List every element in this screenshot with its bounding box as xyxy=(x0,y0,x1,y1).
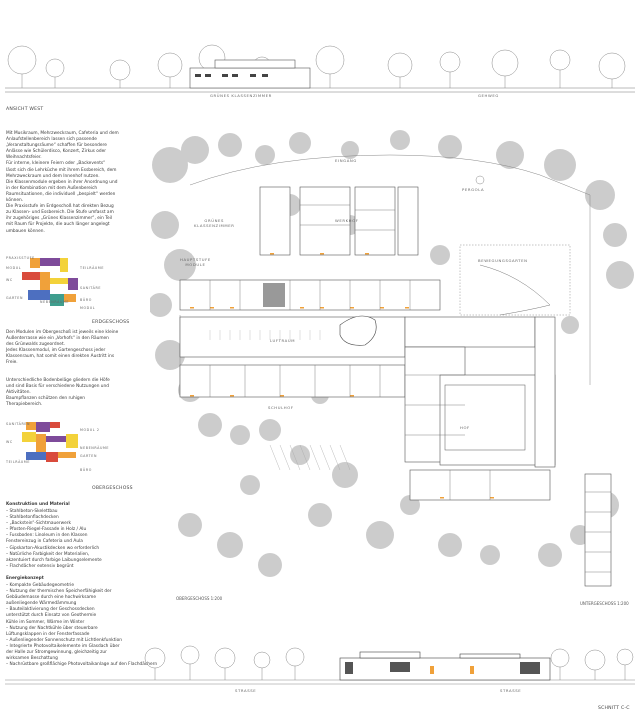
description-para-3: Unterschiedliche Bodenbeläge gliedern die Höfe und sind Basis für verschiedene Nutzungen und Aktivitäten. Baumpflanzen schützen den ruhigen Therapiebereich. xyxy=(6,378,110,408)
diagram1-label-f: GARTEN xyxy=(6,296,24,300)
plan-label-bewegung: BEWEGUNGSGARTEN xyxy=(478,258,528,263)
diagram2-label-b: MODUL 2 xyxy=(80,428,100,432)
diagram1-block xyxy=(28,290,50,300)
diagram1-label-e: SANITÄRE xyxy=(80,286,102,290)
bottom-section-drawing xyxy=(0,630,640,700)
top-elevation-drawing xyxy=(0,30,640,110)
diagram2-caption: OBERGESCHOSS xyxy=(92,486,133,491)
diagram1-label-i: MODUL xyxy=(80,306,96,310)
plan-scale-left: OBERGESCHOSS 1:200 xyxy=(176,596,223,601)
plan-scale-right: UNTERGESCHOSS 1:200 xyxy=(580,601,629,606)
diagram1-block xyxy=(40,258,60,266)
plan-label-gruenes: GRÜNES KLASSENZIMMER xyxy=(194,218,235,228)
diagram2-label-d: NEBENRÄUME xyxy=(80,446,110,450)
top-elevation-view-label: ANSICHT WEST xyxy=(6,107,44,112)
diagram1-block xyxy=(40,272,50,290)
diagram1-label-b: MODUL xyxy=(6,266,22,270)
site-plan-drawing xyxy=(150,125,640,605)
diagram2-label-e: GARTEN xyxy=(80,454,98,458)
energy-title: Energiekonzept xyxy=(6,576,44,581)
diagram1-caption: ERDGESCHOSS xyxy=(92,320,130,325)
plan-label-pergola: PERGOLA xyxy=(462,187,485,192)
basement-plan-drawing xyxy=(583,472,613,590)
bottom-label-left: STRASSE xyxy=(235,688,257,693)
construction-list: – Stahlbeton-Skelettbau – Stahlbetonflachdecken – „Backstein“-Sichtmauerwerk – Pfosten-Riegel-Fassade in Holz / Alu – Fussboden: Linoleum in den Klassen Fenstereinzug in Cafeteria und Aula – Gipskarton-Akustikdecken wo erforderlich – Natürliche Farbigkeit der Materialien, akzentuiert durch farbige Laibungselemente – Flachdächer extensiv begrünt xyxy=(6,509,102,569)
bottom-view-label: SCHNITT C-C xyxy=(598,706,630,711)
diagram1-block xyxy=(50,278,68,284)
diagram1-block xyxy=(60,258,68,272)
top-elevation-label-left: GRÜNES KLASSENZIMMER xyxy=(210,93,272,98)
plan-label-halle: LUFTRAUM xyxy=(270,338,296,343)
diagram2-label-f: TEILRÄUME xyxy=(6,460,31,464)
plan-label-hauptstufe: HAUPTSTUFE MODULE xyxy=(180,257,211,267)
diagram1-label-d: WC xyxy=(6,278,13,282)
description-para-2: Den Modulen im Obergeschoß ist jeweils eine kleine Außenterrasse wie ein „Vorhofs“ in den Räumen des Grünwalds zugeordnet. Jedes Klassenmodul, im Gartengeschoss jeder Klassenraum, hat somit einen direkten Austritt ins Freie. xyxy=(6,330,119,366)
plan-label-werkhof: WERKHOF xyxy=(335,218,359,223)
plan-label-entrance: EINGANG xyxy=(335,158,357,163)
diagram1-label-a: PRAXISSTUFE xyxy=(6,256,35,260)
plan-label-hof: HOF xyxy=(460,425,470,430)
plan-label-schulhof: SCHULHOF xyxy=(268,405,294,410)
diagram1-label-c: TEILRÄUME xyxy=(80,266,105,270)
top-elevation-label-right: GEHWEG xyxy=(478,93,499,98)
diagram2-label-g: BÜRO xyxy=(80,468,92,472)
diagram2-label-a: SANITÄREN xyxy=(6,422,31,426)
diagram1-label-g: NEBENRÄUME xyxy=(40,300,70,304)
description-para-1: Mit Musikraum, Mehrzweckraum, Cafeteria und dem Anlaufstellenbereich lassen sich passende „Veranstaltungsräume“ schaffen für besondere Anlässe wie Schülerdisco, Konzert, Zirkus oder Weihnachtsfeier. Für interne, kleinere Feiern oder „Backevents“ lässt sich die Lehrküche mit ihrem Essbereich, dem Mehrzweckraum und dem Innenhof nutzen. Die Klassenmodule ergeben in ihrer Anordnung und in der Kombination mit dem Außenbereich Raumsituationen, die individuell „bespielt“ werden können. Die Praxisstufe im Erdgeschoß hat direkten Bezug zu Klassen- und Essbereich. Die Stufe umfasst am ihr zugehöriges „Grünes Klassenzimmer“, ein Teil mit Raum für Projekte, die auch länger angelegt umbauen können. xyxy=(6,131,119,234)
diagram1-label-h: BÜRO xyxy=(80,298,92,302)
diagram1-block xyxy=(68,278,78,290)
construction-title: Konstruktion und Material xyxy=(6,502,70,507)
diagram1-block xyxy=(22,272,40,280)
bottom-label-right: STRASSE xyxy=(500,688,522,693)
diagram2-label-c: WC xyxy=(6,440,13,444)
energy-list: – Kompakte Gebäudegeometrie – Nutzung der thermischen Speicherfähigkeit der Gebäudemasse durch eine hochwirksame außenliegende Wärmedämmung – Bauteilaktivierung der Geschossdecken unterstützt durch Einsatz von Geothermie Kühle im Sommer, Wärme im Winter – Nutzung der Nachtkühle über steuerbare Lüftungsklappen in der Fensterfassade – Außenliegender Sonnenschutz mit Lichtlenkfunktion – Integrierte Photovoltaikelemente im Glasdach über der Halle zur Stromgewinnung, gleichzeitig zur wirksamen Beschattung – Nachrüstbare großflächige Photovoltaikanlage auf den Flachdächern xyxy=(6,583,158,668)
